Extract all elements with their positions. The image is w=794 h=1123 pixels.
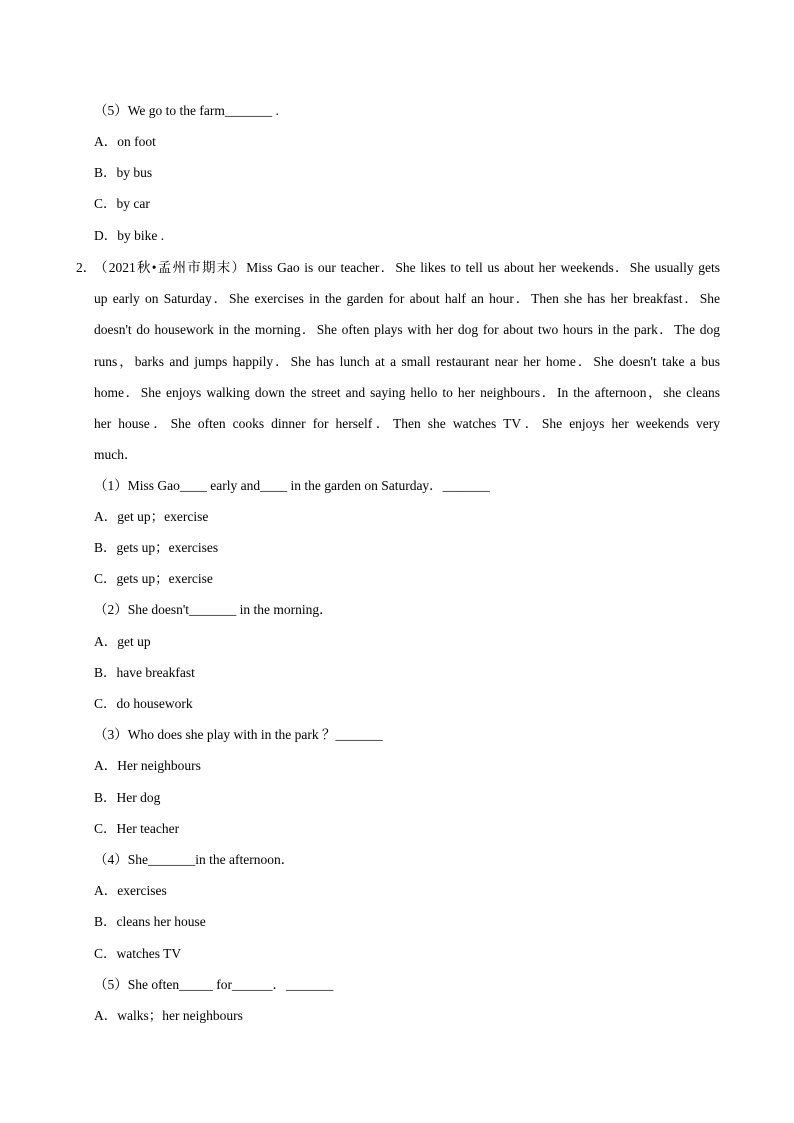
question-2-4: （4）She_______in the afternoon． <box>94 852 295 867</box>
option-b: B．gets up；exercises <box>94 540 219 555</box>
option-c: C．watches TV <box>94 946 182 961</box>
option-b: B．cleans her house <box>94 914 206 929</box>
question-2-2: （2）She doesn't_______ in the morning． <box>94 602 333 617</box>
option-d: D．by bike . <box>94 228 165 243</box>
option-c: C．Her teacher <box>94 821 180 836</box>
passage-line: runs，barks and jumps happily．She has lunch at a small restaurant near her home．She doesn't take a bus <box>94 353 720 369</box>
question-2-3: （3）Who does she play with in the park ？_______ <box>94 727 383 742</box>
option-a: A．get up；exercise <box>94 509 209 524</box>
passage-line: doesn't do housework in the morning．She often plays with her dog for about two hours in the park．The dog <box>94 322 720 338</box>
question-2-5: （5）She often_____ for______．_______ <box>94 977 334 992</box>
option-c: C．by car <box>94 196 150 211</box>
passage-line: （2021秋•孟州市期末）Miss Gao is our teacher．She likes to tell us about her weekends．She usually gets <box>94 260 720 275</box>
question-1-5: （5）We go to the farm_______ . <box>94 103 279 118</box>
question-number-2: 2． <box>76 260 97 275</box>
option-c: C．gets up；exercise <box>94 571 213 586</box>
option-a: A．exercises <box>94 883 167 898</box>
passage-line: up early on Saturday．She exercises in the garden for about half an hour．Then she has her breakfast．She <box>94 291 720 307</box>
passage-line: home．She enjoys walking down the street and saying hello to her neighbours．In the afternoon，she cleans <box>94 384 720 400</box>
option-a: A．walks；her neighbours <box>94 1008 243 1023</box>
question-2-1: （1）Miss Gao____ early and____ in the garden on Saturday．_______ <box>94 478 490 493</box>
option-b: B．Her dog <box>94 790 161 805</box>
option-b: B．by bus <box>94 165 153 180</box>
option-a: A．get up <box>94 634 151 649</box>
passage-2 <box>76 252 720 470</box>
option-c: C．do housework <box>94 696 193 711</box>
option-a: A．Her neighbours <box>94 758 201 773</box>
passage-line: her house．She often cooks dinner for herself．Then she watches TV．She enjoys her weekends very <box>94 415 720 431</box>
passage-line: much． <box>94 447 138 463</box>
option-a: A．on foot <box>94 134 156 149</box>
option-b: B．have breakfast <box>94 665 195 680</box>
